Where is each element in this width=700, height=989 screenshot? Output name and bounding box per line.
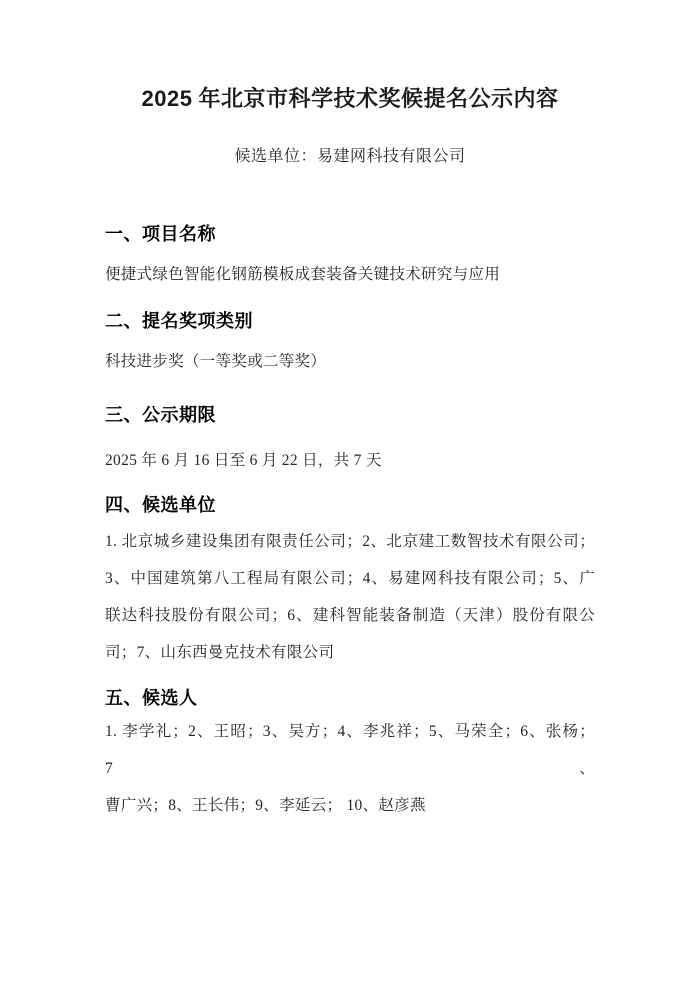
- subtitle-candidate-unit: 候选单位：易建网科技有限公司: [234, 148, 466, 165]
- title-year: 2025: [141, 86, 193, 111]
- text-line: 科技进步奖（一等奖或二等奖）: [105, 353, 327, 370]
- text-line: 曹广兴；8、王长伟；9、李延云； 10、赵彦燕: [105, 797, 426, 814]
- paragraph-publicity-period: [105, 442, 595, 479]
- page-title: [105, 84, 595, 114]
- section-heading-publicity-period: 三、公示期限: [105, 405, 216, 425]
- text-line: 3、中国建筑第八工程局有限公司；4、易建网科技有限公司；5、广: [105, 570, 595, 587]
- section-heading-project-name: 一、项目名称: [105, 224, 216, 244]
- text-line: 司；7、山东西曼克技术有限公司: [105, 644, 335, 661]
- text-line: 1. 北京城乡建设集团有限责任公司；2、北京建工数智技术有限公司；: [105, 533, 595, 550]
- title-text: 年北京市科学技术奖候提名公示内容: [198, 86, 559, 111]
- text-line: 1. 李学礼；2、王昭；3、吴方；4、李兆祥；5、马荣全；6、张杨；7、: [105, 723, 595, 777]
- paragraph-candidates: [105, 713, 595, 824]
- section-heading-candidates: 五、候选人: [105, 688, 198, 708]
- section-heading-candidate-units: 四、候选单位: [105, 495, 216, 515]
- section-heading-award-category: 二、提名奖项类别: [105, 311, 253, 331]
- text-line: 便捷式绿色智能化钢筋模板成套装备关键技术研究与应用: [105, 266, 501, 283]
- text-line: 2025 年 6 月 16 日至 6 月 22 日，共 7 天: [105, 452, 382, 469]
- text-line: 联达科技股份有限公司；6、建科智能装备制造（天津）股份有限公: [105, 607, 595, 624]
- paragraph-award-category: [105, 343, 595, 380]
- paragraph-project-name: [105, 256, 595, 293]
- paragraph-candidate-units: [105, 523, 595, 671]
